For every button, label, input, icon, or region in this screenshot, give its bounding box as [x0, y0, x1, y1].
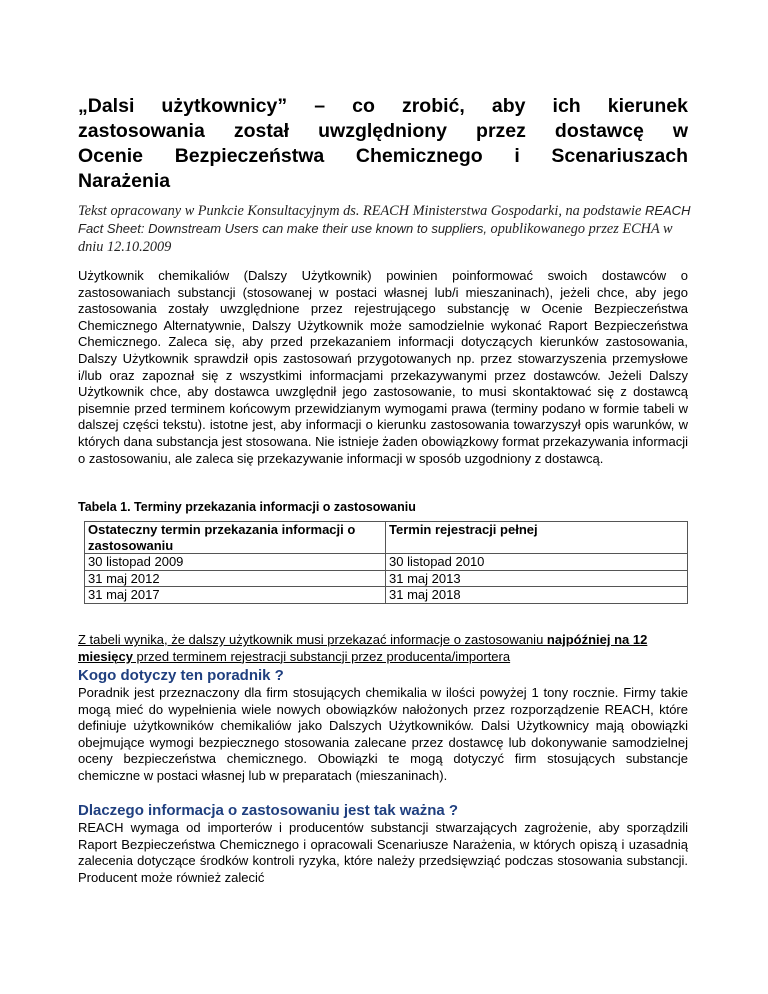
note-text: przed terminem rejestracji substancji przez producenta/importera: [132, 648, 511, 664]
title-line: „Dalsi użytkownicy” – co zrobić, aby ich kierunek: [78, 95, 688, 117]
table-conclusion: [78, 632, 688, 665]
title-line: Ocenie Bezpieczeństwa Chemicznego i Scenariuszach: [78, 145, 688, 167]
table-row: [85, 570, 688, 587]
table-caption: Tabela 1. Terminy przekazania informacji o zastosowaniu: [78, 500, 416, 514]
table-cell: 30 listopad 2010: [386, 554, 688, 571]
table-row: [85, 554, 688, 571]
intro-note: [78, 202, 698, 256]
deadlines-table: [84, 521, 688, 604]
table-cell: 30 listopad 2009: [85, 554, 386, 571]
table-header-row: [85, 522, 688, 554]
intro-text: opublikowanego przez ECHA w dniu 12.10.2009: [78, 221, 673, 255]
paragraph-1: Użytkownik chemikaliów (Dalszy Użytkownik) powinien poinformować swoich dostawców o zastosowaniach substancji (stosowanej w postaci własnej lub/i mieszaninach), jeżeli chce, aby jego zastosowania zostały uwzględnione przez rejestrującego substancję w Ocenie Bezpieczeństwa Chemicznego Alternatywnie, Dalszy Użytkownik może samodzielnie wykonać Raport Bezpieczeństwa Chemicznego. Zaleca się, aby przed przekazaniem informacji dotyczących kierunków zastosowania, Dalszy Użytkownik sprawdził opis zastosowań przygotowanych np. przez stowarzyszenia przemysłowe i/lub oraz zapoznał się z wszystkimi informacjami przekazywanymi przez dostawców. Jeżeli Dalszy Użytkownik chce, aby dostawca uwzględnił jego zastosowanie, to musi skontaktować się z dostawcą pisemnie przed terminem końcowym przewidzianym wymogami prawa (terminy podano w formie tabeli w dalszej części tekstu). istotne jest, aby informacji o kierunku zastosowania towarzyszył opis warunków, w których dana substancja jest stosowana. Nie istnieje żaden obowiązkowy format przekazywania informacji o zastosowaniu, ale zaleca się przekazywanie informacji w sposób uzgodniony z dostawcą.: [78, 268, 688, 466]
document-title: [78, 94, 688, 194]
section-heading: Dlaczego informacja o zastosowaniu jest tak ważna ?: [78, 802, 459, 819]
title-line: Narażenia: [78, 170, 171, 192]
table-row: [85, 587, 688, 604]
section-text: REACH wymaga od importerów i producentów substancji stwarzających zagrożenie, aby sporządzili Raport Bezpieczeństwa Chemicznego i opracowali Scenariusze Narażenia, w których opiszą i uzasadnią zalecenia dotyczące środków kontroli ryzyka, które należy przedsięwziąć podczas stosowania substancji. Producent może również zalecić: [78, 820, 688, 885]
intro-source: REACH Fact Sheet: Downstream Users can make their use known to suppliers,: [78, 203, 691, 236]
table-cell: 31 maj 2012: [85, 570, 386, 587]
table-cell: 31 maj 2018: [386, 587, 688, 604]
title-line: zastosowania został uwzględniony przez dostawcę w: [78, 120, 688, 142]
note-text: Z tabeli wynika, że dalszy użytkownik musi przekazać informacje o zastosowaniu: [78, 632, 547, 647]
intro-text: Tekst opracowany w Punkcie Konsultacyjnym ds. REACH Ministerstwa Gospodarki, na podstawie: [78, 203, 645, 219]
note-emphasis: najpóźniej na 12 miesięcy: [78, 632, 648, 664]
table-header: Ostateczny termin przekazania informacji o zastosowaniu: [85, 522, 386, 554]
section-heading: Kogo dotyczy ten poradnik ?: [78, 667, 284, 684]
table-cell: 31 maj 2017: [85, 587, 386, 604]
table-cell: 31 maj 2013: [386, 570, 688, 587]
table-header: Termin rejestracji pełnej: [386, 522, 688, 554]
section-text: Poradnik jest przeznaczony dla firm stosujących chemikalia w ilości powyżej 1 tony rocznie. Firmy takie mogą mieć do wypełnienia wiele nowych obowiązków nałożonych przez rozporządzenie REACH, które definiuje użytkowników chemikaliów jako Dalszych Użytkowników. Dalsi Użytkownicy mają obowiązki obejmujące wymogi bezpiecznego stosowania zalecane przez dostawcę lub dokonywanie samodzielnej oceny bezpieczeństwa chemicznego. Obowiązki te mogą dotyczyć firm stosujących substancje chemiczne w postaci własnej lub w preparatach (mieszaninach).: [78, 685, 688, 783]
